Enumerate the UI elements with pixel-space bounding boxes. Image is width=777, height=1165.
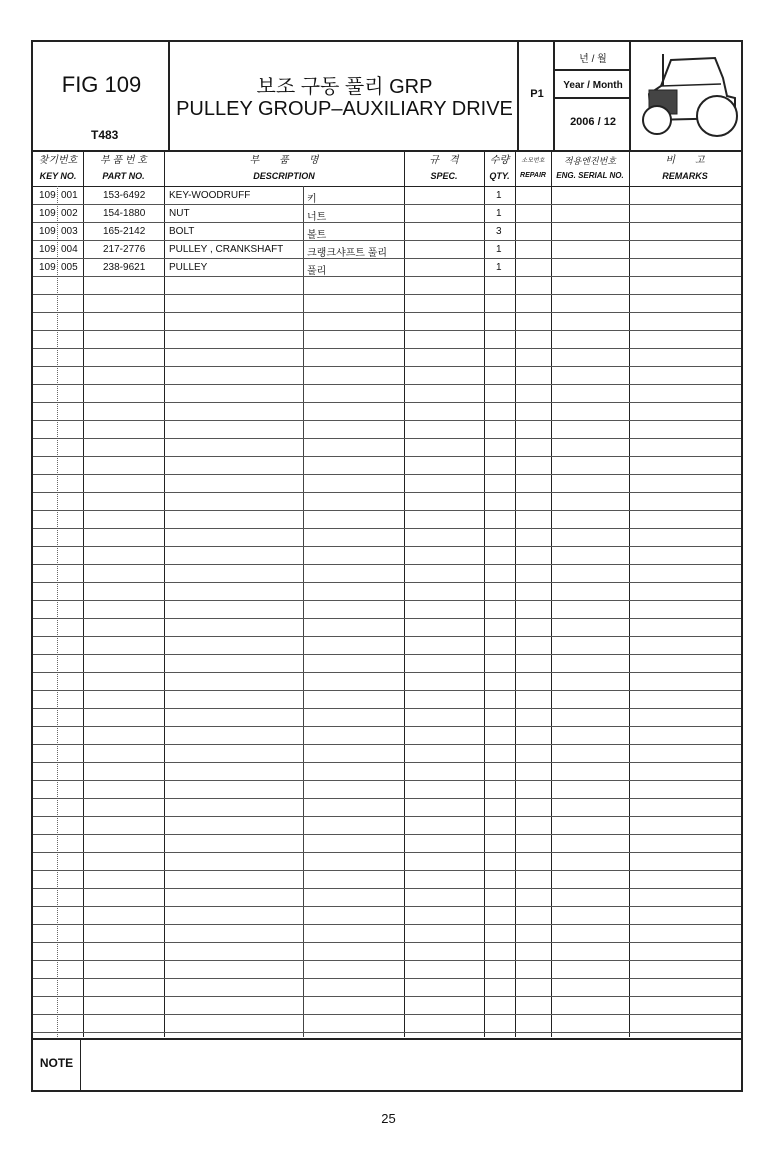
ruled-line [33, 852, 741, 853]
ruled-line [33, 942, 741, 943]
ruled-line [33, 600, 741, 601]
ruled-line [33, 870, 741, 871]
date-box [555, 42, 631, 150]
ruled-line [33, 492, 741, 493]
table-row: 109 001 153-6492 KEY-WOODRUFF 키 1 [39, 190, 502, 205]
ruled-line [33, 924, 741, 925]
col-eng-serial: 적용엔진번호 ENG. SERIAL NO. [556, 156, 624, 180]
ruled-line [33, 996, 741, 997]
column-header-row [33, 152, 741, 187]
ruled-line [33, 708, 741, 709]
table-row: 109 003 165-2142 BOLT 볼트 3 [39, 226, 502, 241]
col-spec: 규 격 SPEC. [429, 155, 459, 181]
ruled-line [33, 420, 741, 421]
ruled-line [33, 438, 741, 439]
ruled-line [33, 744, 741, 745]
machine-box [631, 42, 741, 150]
ruled-line [33, 960, 741, 961]
ruled-line [33, 582, 741, 583]
col-qty: 수량 QTY. [489, 155, 510, 181]
page-number: 25 [381, 1111, 396, 1126]
ruled-line [33, 978, 741, 979]
ruled-line [33, 1032, 741, 1033]
ruled-line [33, 654, 741, 655]
title-korean: 보조 구동 풀리 GRP [256, 76, 433, 98]
tractor-icon [631, 42, 741, 150]
ruled-line [33, 1014, 741, 1015]
ruled-line [33, 294, 741, 295]
note-label: NOTE [33, 1040, 81, 1092]
ruled-line [33, 312, 741, 313]
year-month-label-en: Year / Month [563, 80, 623, 91]
ruled-line [33, 546, 741, 547]
issue-date: 2006 / 12 [570, 116, 616, 128]
ruled-line [33, 366, 741, 367]
ruled-line [33, 672, 741, 673]
col-repair: 소모번호 REPAIR [520, 158, 546, 179]
ruled-line [33, 780, 741, 781]
ruled-line [33, 726, 741, 727]
col-remarks: 비 고 REMARKS [662, 155, 708, 181]
year-month-label-ko: 년 / 월 [579, 54, 607, 65]
ruled-line [33, 564, 741, 565]
ruled-line [33, 762, 741, 763]
page-box [519, 42, 555, 150]
ruled-line [33, 456, 741, 457]
note-area [33, 1038, 741, 1092]
col-description: 부 품 명 DESCRIPTION [249, 155, 319, 181]
ruled-line [33, 798, 741, 799]
table-row: 109 005 238-9621 PULLEY 풀리 1 [39, 262, 502, 277]
ruled-line [33, 474, 741, 475]
ruled-line [33, 690, 741, 691]
ruled-line [33, 906, 741, 907]
ruled-line [33, 528, 741, 529]
table-row: 109 002 154-1880 NUT 너트 1 [39, 208, 502, 223]
ruled-line [33, 834, 741, 835]
model-number: T483 [91, 128, 119, 142]
ruled-line [33, 888, 741, 889]
ruled-line [33, 618, 741, 619]
sheet-header [33, 42, 741, 152]
sheet-page: P1 [530, 88, 544, 100]
ruled-line [33, 330, 741, 331]
title-box [170, 42, 519, 150]
table-row: 109 004 217-2776 PULLEY , CRANKSHAFT 크랭크샤프트 풀리 1 [39, 244, 502, 259]
ruled-line [33, 348, 741, 349]
figure-box [33, 42, 170, 150]
col-key: 찾기번호 KEY NO. [38, 155, 78, 181]
ruled-line [33, 384, 741, 385]
col-part: 부 품 번 호 PART NO. [100, 155, 147, 181]
figure-number: FIG 109 [61, 72, 142, 97]
parts-sheet [31, 40, 743, 1092]
ruled-line [33, 510, 741, 511]
ruled-line [33, 402, 741, 403]
title-english: PULLEY GROUP–AUXILIARY DRIVE [176, 98, 513, 120]
ruled-line [33, 636, 741, 637]
ruled-line [33, 816, 741, 817]
